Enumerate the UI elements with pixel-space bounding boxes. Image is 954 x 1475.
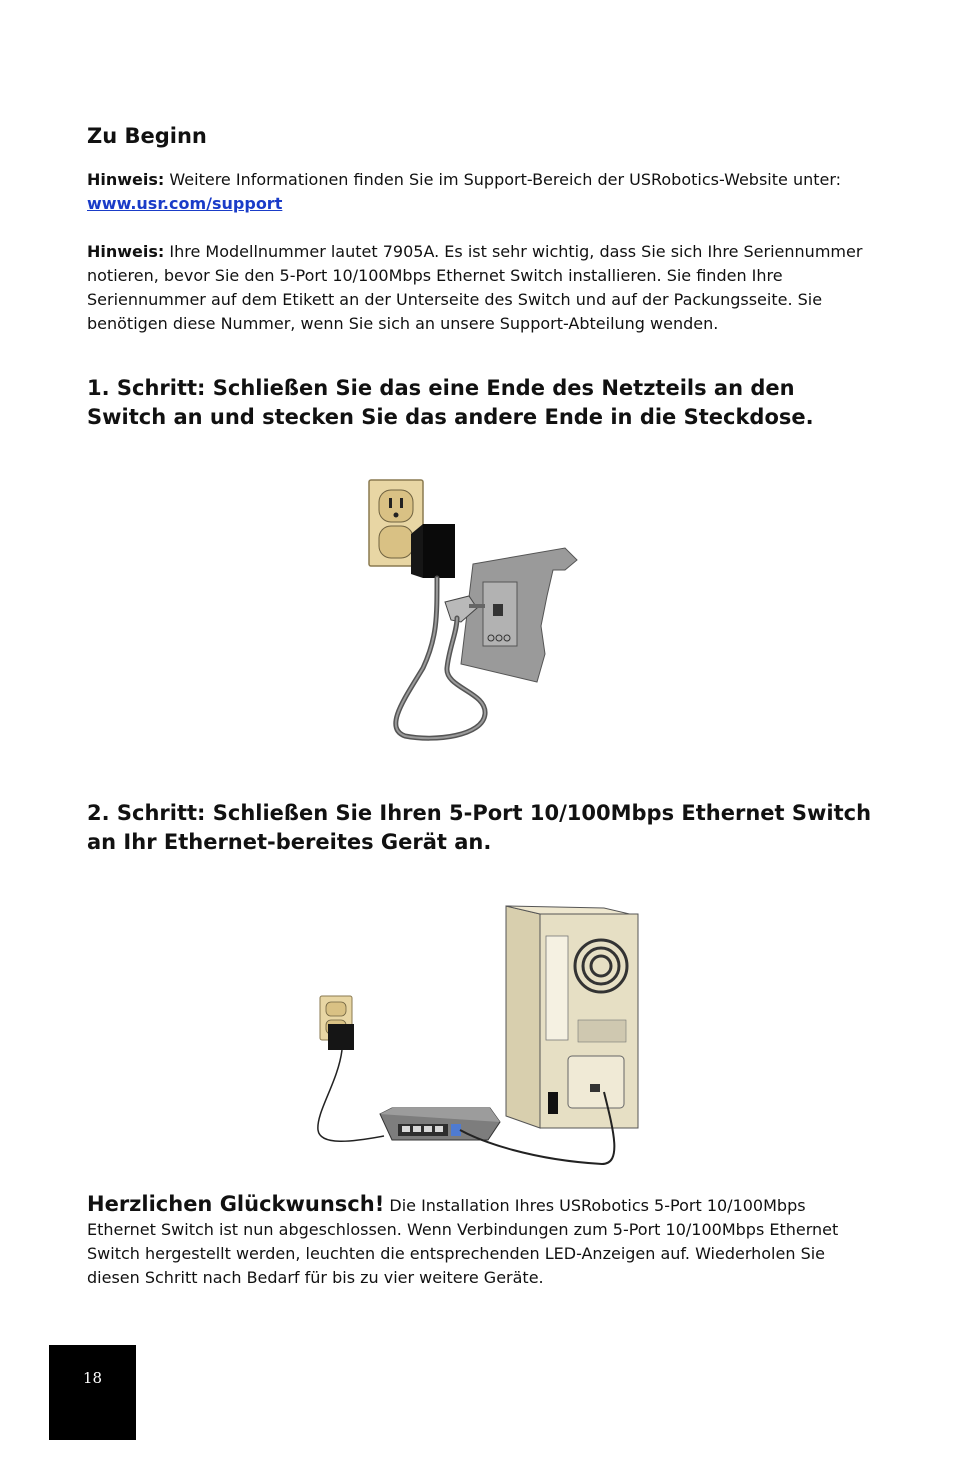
note-label: Hinweis:	[87, 170, 165, 189]
page-number-box	[49, 1345, 136, 1440]
power-connection-illustration	[365, 478, 585, 744]
step-1-heading: 1. Schritt: Schließen Sie das eine Ende des Netzteils an den Switch an und stecken Sie das andere Ende in die Steckdose.	[87, 376, 814, 429]
section-heading: Zu Beginn	[87, 124, 207, 148]
note-model-number	[87, 240, 867, 336]
note-text: Weitere Informationen finden Sie im Support-Bereich der USRobotics-Website unter:	[164, 170, 842, 189]
ethernet-connection-illustration	[312, 902, 642, 1172]
switch-housing	[461, 548, 577, 682]
support-link[interactable]: www.usr.com/support	[87, 194, 283, 213]
pc-tower-side	[506, 906, 540, 1128]
note-text: Ihre Modellnummer lautet 7905A. Es ist sehr wichtig, dass Sie sich Ihre Seriennummer notieren, bevor Sie den 5-Port 10/100Mbps Ethernet Switch installieren. Sie finden Ihre Seriennummer auf dem Etikett an der Unterseite des Switch und auf der Packungsseite. Sie benötigen diese Nummer, wenn Sie sich an unsere Support-Abteilung wenden.	[87, 242, 863, 333]
vent-grid	[578, 1020, 626, 1042]
congratulations-lead: Herzlichen Glückwunsch!	[87, 1192, 385, 1216]
page-number: 18	[82, 1369, 103, 1387]
power-cable	[318, 1050, 384, 1141]
congratulations-text: Die Installation Ihres USRobotics 5-Port 10/100Mbps Ethernet Switch ist nun abgeschlossen. Wenn Verbindungen zum 5-Port 10/100Mbps Ethernet Switch hergestellt werden, leuchten die entsprechenden LED-Anzeigen auf. Wiederholen Sie diesen Schritt nach Bedarf für bis zu vier weitere Geräte.	[87, 1196, 839, 1287]
network-card-panel	[568, 1056, 624, 1108]
outlet-socket-bottom	[379, 526, 413, 558]
congratulations-paragraph	[87, 1192, 877, 1290]
note-website	[87, 168, 867, 216]
power-adapter	[328, 1024, 354, 1050]
note-label: Hinweis:	[87, 242, 165, 261]
step-2-heading: 2. Schritt: Schließen Sie Ihren 5-Port 10/100Mbps Ethernet Switch an Ihr Ethernet-bereites Gerät an.	[87, 801, 872, 854]
pc-ethernet-port	[590, 1084, 600, 1092]
